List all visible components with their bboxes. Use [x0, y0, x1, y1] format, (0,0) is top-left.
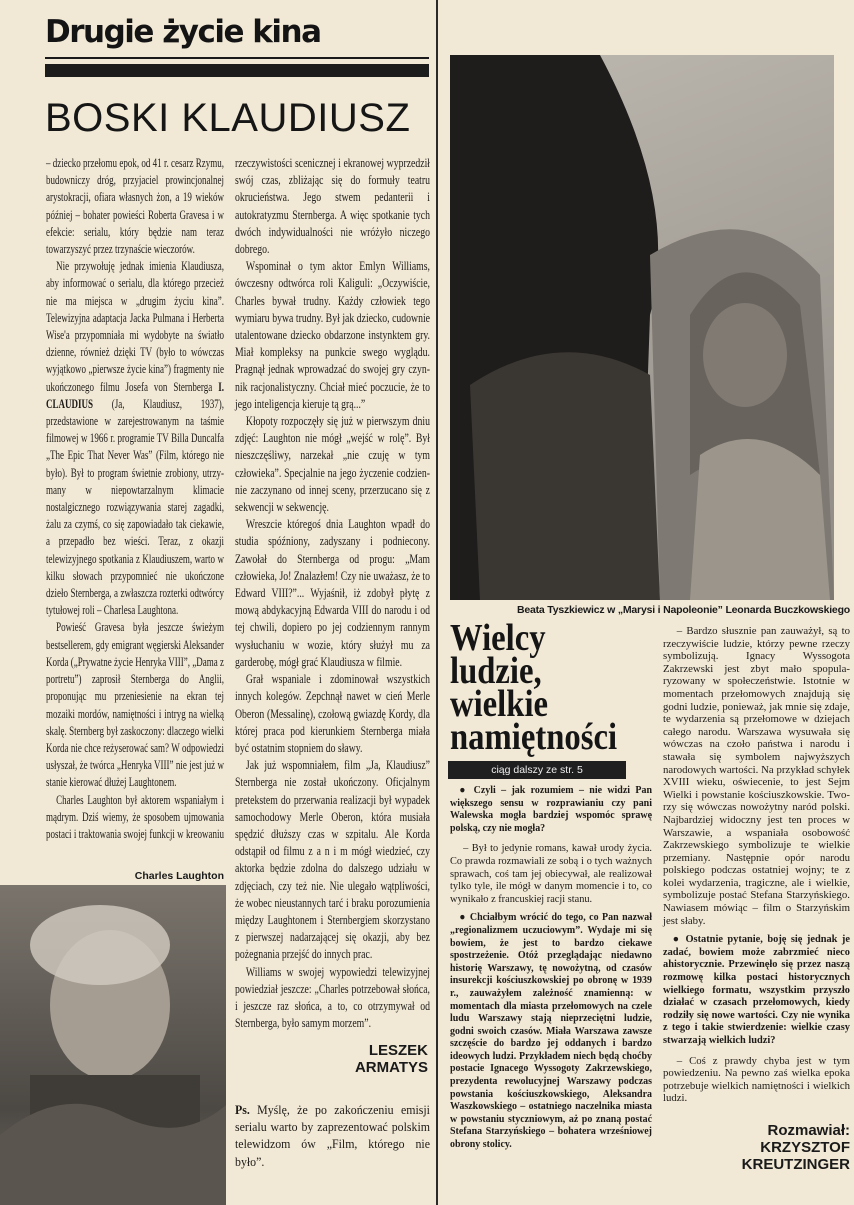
author-signature: [300, 1042, 428, 1076]
paragraph: Charles Laughton był aktorem wspaniałym i mądrym. Dziś wiemy, że sposobem ujmowania postaci i traktowania swojej funkcji w kreowaniu: [46, 792, 224, 841]
answer: – Był to jedynie romans, kawał urody życia. Co prawda rozmawiali ze sobą i o tych ważnych sprawach, coś tam jej obiecywał, ale realizował tylko tyle, ile mógł w danym momencie i to, co wynikało z francuskiej racji stanu.: [450, 842, 652, 905]
divider-rule: [45, 57, 429, 59]
bullet-icon: ●: [672, 934, 681, 946]
paragraph: rzeczywistości scenicznej i ekranowej wyprzedził swój czas, zbliżając się do formuły teatru okrucieństwa. Jego stwem pedanterii i autokratyzmu Sternberga. A więc spotkanie tych dwóch indywidualności nie wróżyło niczego dobrego.: [235, 156, 430, 257]
bullet-icon: ●: [459, 912, 467, 924]
interview-column-1: [450, 785, 652, 1152]
paragraph: Grał wspaniale i zdominował wszystkich innych kolegów. Zepchnął nawet w cień Merle Oberon (Messalinę), czołową gwiazdę Kordy, dla której praca pod kierunkiem Sternberga miała być ostatnim stopniem do sławy.: [235, 672, 430, 755]
divider-bar: [45, 64, 429, 77]
interviewer-last-name: KREUTZINGER: [741, 1156, 850, 1173]
article-headline: BOSKI KLAUDIUSZ: [45, 96, 411, 140]
question-text: Czyli – jak rozumiem – nie widzi Pan większego sensu w rozprawianiu czy pani Walewska mogła bardziej wspomóc sprawę polską, czy nie mogła?: [450, 785, 652, 834]
headline-line: wielkie: [450, 683, 549, 725]
paragraph: Powieść Gravesa była jeszcze świeżym bestsellerem, gdy emigrant węgierski Aleksander Korda („Prywatne życie Henryka VIII”, „Dama z portretu”) zaprosił Sternberga do Anglii, proponując mu przeniesienie na ekran tej mozaiki mordów, namiętności i intryg na wielką skalę. Sternberg był zaskoczony: dlaczego wielki Korda nie chce reżyserować sam? W odpowiedzi usłyszał, że twórca „Henryka VIII” nie jest już w stanie kierować dłużej Laughtonem.: [46, 620, 224, 790]
answer: – Coś z prawdy chyba jest w tym powiedzeniu. Na pewno zaś wielka epoka potrzebuje wielkich namiętności i wielkich ludzi.: [663, 1054, 850, 1105]
article-column-1: [46, 155, 224, 843]
author-last-name: ARMATYS: [354, 1059, 428, 1076]
text: (Ja, Klaudiusz, 1937), przedstawione w zarejestrowanym na taśmie filmowej w 1966 r. programie TV Billa Duncalfa „The Epic That Never Was” (Film, którego nie było). Był to program świetnie zrobiony, utrzymany w niepowtarzalnym klimacie nostalgicznego rozwiązywania starej zagadki, żalu za czymś, co się zapowiadało tak ciekawie, a przepadło bez wieści. Teraz, z okazji telewizyjnego spotkania z Klaudiuszem, warto w kilku słowach przypomnieć nie ukończone dzieło Sternberga, a zwłaszcza rozterki odtwórcy tytułowej roli – Charlesa Laughtona.: [46, 396, 224, 618]
paragraph: [46, 258, 224, 619]
paragraph: Kłopoty rozpoczęły się już w pierwszym dniu zdjęć: Laughton nie mógł „wejść w rolę”. Był nieszczęśliwy, narzekał „nie czuję w tym człowieka”. Specjalnie na jego życzenie codziennie zaczynano od innej sceny, przerzucano się z sekwencji w sekwencję.: [235, 414, 430, 515]
ps-text: Myślę, że po zakończeniu emisji serialu warto by zaprezentować polskim telewidzom ów „Film, którego nie było”.: [235, 1103, 430, 1169]
question-text: Chciałbym wrócić do tego, co Pan nazwał „regionalizmem uczuciowym”. Wydaje mi się bowiem, że jest to bardzo ciekawe spostrzeżenie. Otóż przeglądając niedawno historię Warszawy, tę nowożytną, od czasów insurekcji kościuszkowskiej po obronę w 1939 r., zauważyłem zależność znamienną: w momentach dla miasta przełomowych na czele ludu Warszawy stają nieprzeciętni ludzie, godni swoich czasów. Miała Warszawa zawsze szczęście do bardzo jej oddanych i bardzo ideowych ludzi. Przykładem niech będą choćby postacie Ignacego Wyssogoty Zakrzewskiego, prezydenta rewolucyjnej Warszawy podczas powstania kościuszkowskiego, Aleksandra Waszkowskiego – ostatniego naczelnika miasta w powstaniu styczniowym, aż po znaną postać Stefana Starzyńskiego – bohatera wrześniowej obrony stolicy.: [450, 912, 652, 1151]
text: Nie przywołuję jednak imienia Klaudiusza, aby informować o serialu, dla którego przecież nie ma miejsca w „drugim życiu kina”. Telewizyjna adaptacja Jacka Pulmana i Herberta Wise'a przypomniała mi wydobyte na światło dzienne, również dzięki TV (było to wówczas wyjątkowo „pierwsze życie kina”) fragmenty nie ukończonego filmu Josefa von Sternberga: [46, 259, 224, 394]
interviewer-first-name: KRZYSZTOF: [760, 1139, 850, 1156]
photo-image: [0, 885, 226, 1205]
paragraph: Wreszcie któregoś dnia Laughton wpadł do studia spóźniony, zadyszany i podniecony. Zawołał do Sternberga od progu: „Mam człowieka, Jo! Znalazłem! Czy nie uważasz, że to Edward VIII?”... Wyjaśnił, iż zdobył płytę z mową abdykacyjną Edwarda VIII do narodu i od tej chwili, dopiero po jej codziennym rannym wysłuchaniu w wozie, który służył mu za garderobę, mógł grać Klaudiusza w filmie.: [235, 517, 430, 669]
paragraph: Wspominał o tym aktor Emlyn Williams, ówczesny odtwórca roli Kaliguli: „Oczywiście, Charles bywał trudny. Każdy człowiek tego wymiaru bywa trudny. Był jak dziecko, cudownie utalentowane dziecko obdarzone instynktem gry. Miał kompleksy na punkcie swego wyglądu. Pragnął jednak wprowadzać do swojej gry czynnik racjonalistyczny. Chciał mieć poczucie, że to jego inteligencja kieruje tą grą...”: [235, 259, 430, 411]
photo-charles-laughton: [0, 885, 226, 1205]
section-title: Drugie życie kina: [45, 14, 321, 50]
interview-column-2: [663, 625, 850, 1105]
paragraph: Williams w swojej wypowiedzi telewizyjnej powiedział jeszcze: „Charles potrzebował słońca, i jeszcze raz słońca, a to, co otrzymywał od Sternberga, było samym morzem”.: [235, 964, 430, 1031]
interviewer-signature: [700, 1122, 850, 1173]
photo-caption: Charles Laughton: [134, 870, 224, 882]
headline-line: ludzie,: [450, 650, 542, 692]
photo-image: [450, 55, 834, 600]
article-column-2: [235, 155, 430, 1032]
author-first-name: LESZEK: [368, 1042, 428, 1059]
film-title: I. CLAUDIUS: [46, 379, 224, 411]
continued-from-label: ciąg dalszy ze str. 5: [448, 761, 626, 779]
paragraph: [235, 1102, 430, 1171]
answer: – Bardzo słusznie pan zauważył, są to rzeczywiście ludzie, którzy pewne rzeczy symbolizują. Ignacy Wyssogota Zakrzewski jest zbyt mało spopularyzowany w społeczeństwie. Istotnie w momentach przełomowych znajdują się godni ludzie, ponieważ, jak mnie się zdaje, te wydarzenia są przełomowe w dziejach całego narodu. Warszawa wysuwała się wówczas na czoło państwa i narodu i stawała się symbolem najwyższych narodowych wartości. Na przykład schyłek XVIII wieku, oświecenie, to jest Sejm Wielki i powstanie kościuszkowskie. Tworzy się wówczas nowożytny naród polski. Najbardziej widoczny jest ten proces w Warszawie, a wspaniała osobowość Zakrzewskiego symbolizuje te wielkie przemiany. Następnie opór narodu polskiego podczas ostatniej wojny; te z kolei wydarzenia, tragiczne, ale i wielkie, symbolizuje postać Stefana Starzyńskiego. Nawiasem mówiąc – film o Starzyńskim jest słaby.: [663, 625, 850, 927]
photo-caption: Beata Tyszkiewicz w „Marysi i Napoleonie” Leonarda Buczkowskiego: [516, 604, 850, 616]
headline-line: namiętności: [450, 716, 618, 758]
bullet-icon: ●: [459, 785, 469, 796]
question: [663, 934, 850, 1047]
paragraph: Jak już wspomniałem, film „Ja, Klaudiusz” Sternberga nie został ukończony. Oficjalnym pretekstem do przerwania realizacji był wypadek samochodowy Merle Oberon, która musiała spędzić dłuższy czas w szpitalu. Ale Korda odstąpił od filmu z a n i m mógł wiedzieć, czy aktorka będzie zdolna do dalszego udziału w zdjęciach, czy też nie. Nie ulegało wątpliwości, że wobec nieustannych tarć i braku porozumienia między Laughtonem i Sternbergiem skorzystano z pierwszej nadarzającej się okazji, aby bez pożegnania przejść do innych prac.: [235, 758, 430, 962]
question: [450, 912, 652, 1151]
ps-label: Ps.: [235, 1103, 250, 1117]
postscript: [235, 1102, 430, 1171]
photo-beata-tyszkiewicz: [450, 55, 834, 600]
interviewer-label: Rozmawiał:: [767, 1122, 850, 1139]
headline-line: Wielcy: [450, 617, 546, 659]
column-divider: [436, 0, 438, 1205]
interview-headline: [450, 617, 618, 758]
question: [450, 785, 652, 835]
question-text: Ostatnie pytanie, boję się jednak je zadać, bowiem może zabrzmieć nieco ahistorycznie. Przewinęło się przez naszą rozmowę kilka postaci historycznych wielkiego formatu, wszystkim przyszło działać w czasach przełomowych, kiedy rodziły się nowe wartości. Czy nie wynika z tego i takie stwierdzenie: wielkie czasy stwarzają wielkich ludzi?: [663, 934, 851, 1046]
paragraph: – dziecko przełomu epok, od 41 r. cesarz Rzymu, budowniczy dróg, przyjaciel prowincjonalnej arystokracji, ofiara własnych żon, a 19 wieków później – bohater powieści Roberta Gravesa i w efekcie: serialu, który będzie nam teraz towarzyszyć przez trzynaście wieczorów.: [46, 156, 224, 257]
